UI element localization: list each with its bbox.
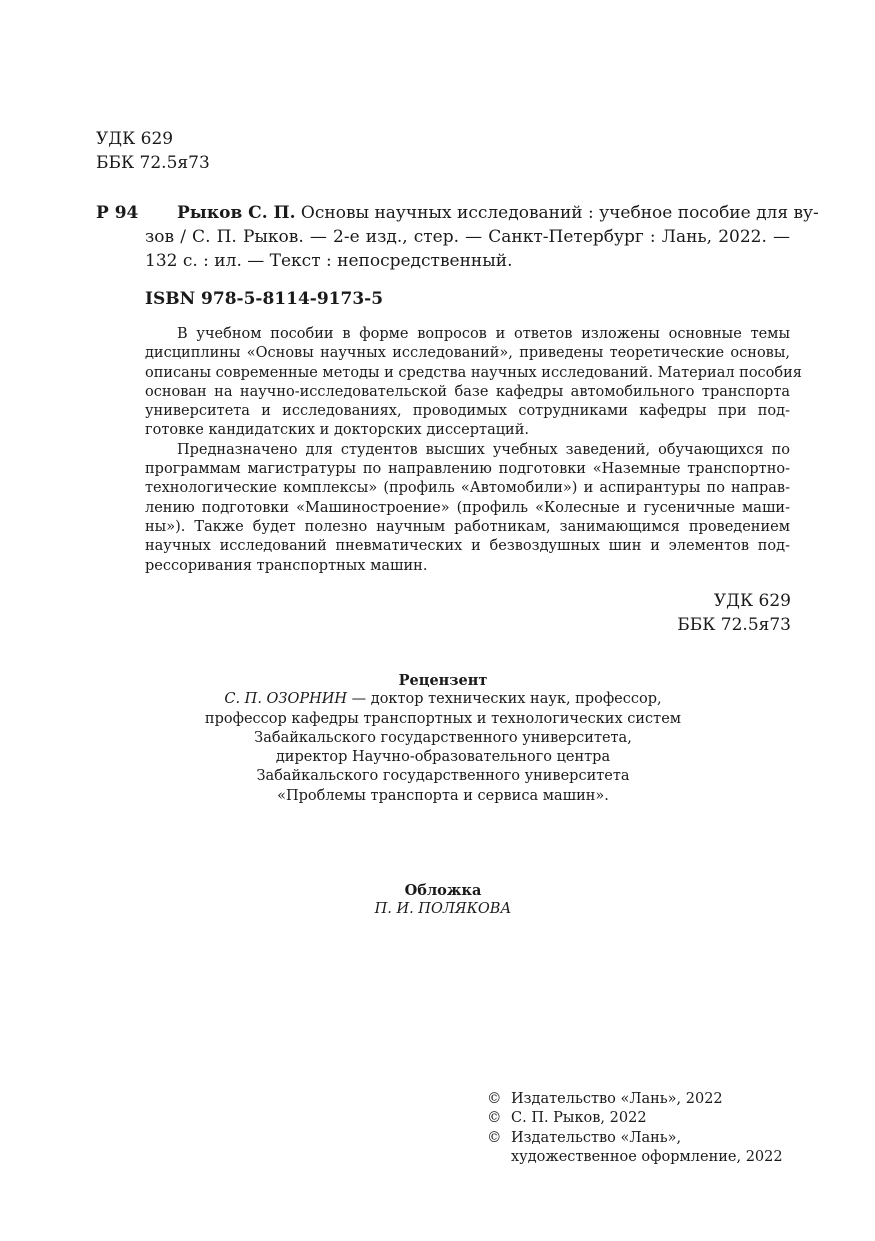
reviewer-line: директор Научно-образовательного центра bbox=[275, 749, 611, 766]
abstract-p2-line: ны»). Также будет полезно научным работникам, занимающимся проведением bbox=[145, 518, 790, 535]
abstract-paragraph-1 bbox=[145, 325, 802, 441]
reviewer-name: С. П. ОЗОРНИН bbox=[224, 691, 348, 708]
bbk-code-bottom: ББК 72.5я73 bbox=[677, 615, 791, 635]
abstract-p1-line: В учебном пособии в форме вопросов и ответов изложены основные темы bbox=[177, 326, 790, 342]
catalog-line-1 bbox=[177, 201, 819, 225]
reviewer-line: «Проблемы транспорта и сервиса машин». bbox=[277, 787, 609, 804]
reviewer-title: — доктор технических наук, профессор, bbox=[347, 691, 662, 708]
abstract-p1-line: описаны современные методы и средства научных исследований. Материал пособия bbox=[145, 364, 802, 381]
abstract-p2-line: Предназначено для студентов высших учебных заведений, обучающихся по bbox=[177, 441, 790, 458]
copyright-symbol: © bbox=[487, 1129, 502, 1146]
reviewer-line: профессор кафедры транспортных и технологических систем bbox=[204, 710, 682, 727]
catalog-line-2: зов / С. П. Рыков. — 2-е изд., стер. — Санкт-Петербург : Лань, 2022. — bbox=[145, 227, 790, 247]
reviewer-line: Забайкальского государственного университета, bbox=[254, 729, 632, 746]
copyright-text: художественное оформление, 2022 bbox=[511, 1148, 783, 1165]
copyright-text: Издательство «Лань», bbox=[511, 1129, 682, 1146]
reviewer-line bbox=[96, 690, 790, 709]
classification-bottom bbox=[677, 589, 791, 637]
reviewer-block bbox=[96, 671, 790, 806]
abstract-p1-line: готовке кандидатских и докторских диссертаций. bbox=[145, 422, 529, 439]
copyright-line bbox=[487, 1090, 783, 1109]
catalog-author: Рыков С. П. bbox=[177, 203, 296, 223]
copyright-line bbox=[487, 1129, 783, 1148]
abstract-p2-line: лению подготовки «Машиностроение» (профиль «Колесные и гусеничные маши- bbox=[145, 499, 790, 516]
catalog-entry-cont bbox=[145, 225, 790, 273]
copyright-line bbox=[487, 1148, 783, 1167]
udk-code: УДК 629 bbox=[96, 129, 174, 149]
bbk-code: ББК 72.5я73 bbox=[96, 153, 210, 173]
abstract-p1-line: дисциплины «Основы научных исследований», приведены теоретические основы, bbox=[145, 345, 790, 362]
reviewer-line: Забайкальского государственного университета bbox=[256, 768, 630, 785]
reviewer-heading: Рецензент bbox=[398, 672, 488, 689]
abstract bbox=[145, 325, 802, 576]
copyright-block bbox=[487, 1090, 783, 1167]
abstract-p2-line: рессоривания транспортных машин. bbox=[145, 557, 428, 574]
cover-designer: П. И. ПОЛЯКОВА bbox=[374, 901, 512, 918]
catalog-line-3: 132 с. : ил. — Текст : непосредственный. bbox=[145, 251, 513, 271]
cover-heading: Обложка bbox=[404, 882, 482, 899]
abstract-p1-line: университета и исследованиях, проводимых сотрудниками кафедры при под- bbox=[145, 403, 790, 420]
catalog-title: Основы научных исследований : учебное пособие для ву- bbox=[295, 203, 819, 223]
cover-block bbox=[96, 881, 790, 920]
isbn: ISBN 978-5-8114-9173-5 bbox=[145, 289, 384, 309]
udk-code-bottom: УДК 629 bbox=[713, 591, 791, 611]
abstract-paragraph-2 bbox=[145, 441, 790, 576]
abstract-p2-line: технологические комплексы» (профиль «Автомобили») и аспирантуры по направ- bbox=[145, 480, 790, 497]
copyright-text: С. П. Рыков, 2022 bbox=[511, 1110, 647, 1127]
copyright-text: Издательство «Лань», 2022 bbox=[511, 1091, 723, 1107]
catalog-code: Р 94 bbox=[96, 203, 139, 223]
copyright-symbol: © bbox=[487, 1091, 502, 1107]
abstract-p2-line: научных исследований пневматических и безвоздушных шин и элементов под- bbox=[145, 538, 790, 555]
catalog-entry bbox=[177, 201, 819, 225]
abstract-p1-line: основан на научно-исследовательской базе кафедры автомобильного транспорта bbox=[145, 383, 790, 400]
copyright-line bbox=[487, 1109, 783, 1128]
classification-top bbox=[96, 127, 210, 175]
copyright-symbol: © bbox=[487, 1110, 502, 1127]
abstract-p2-line: программам магистратуры по направлению подготовки «Наземные транспортно- bbox=[145, 461, 790, 478]
